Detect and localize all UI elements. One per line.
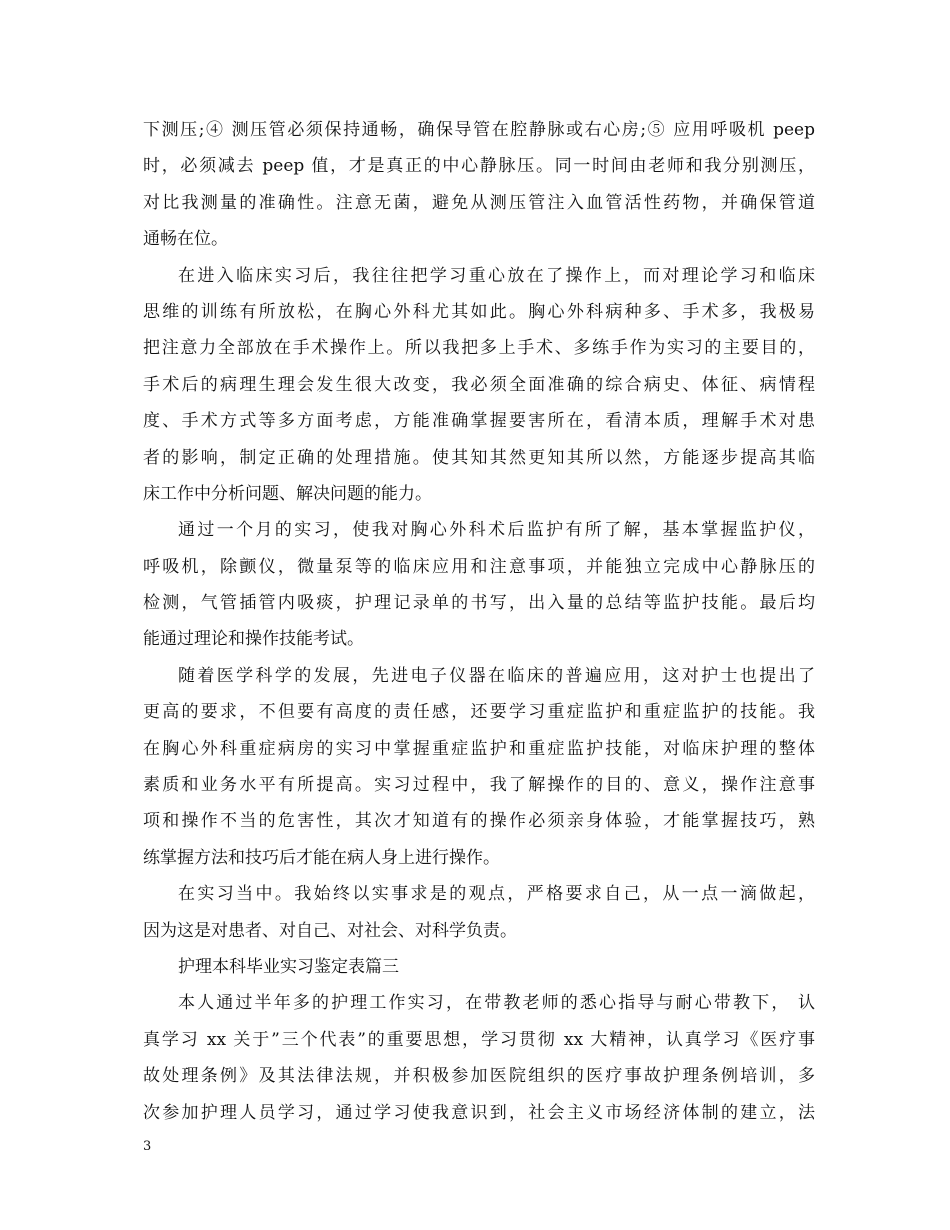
text-line: 下测压;④ 测压管必须保持通畅，确保导管在腔静脉或右心房;⑤ 应用呼吸机 peep [143, 120, 815, 140]
text-line: 在胸心外科重症病房的实习中掌握重症监护和重症监护技能，对临床护理的整体 [143, 738, 815, 759]
text-line: 更高的要求，不但要有高度的责任感，还要学习重症监护和重症监护的技能。我 [143, 702, 815, 723]
paragraph-first-line: 通过一个月的实习，使我对胸心外科术后监护有所了解，基本掌握监护仪， [178, 520, 815, 541]
text-line: 度、手术方式等多方面考虑，方能准确掌握要害所在，看清本质，理解手术对患 [143, 411, 815, 432]
text-line: 把注意力全部放在手术操作上。所以我把多上手术、多练手作为实习的主要目的， [143, 338, 815, 359]
document-body [143, 112, 815, 1131]
text-line: 真学习 xx 关于”三个代表”的重要思想，学习贯彻 xx 大精神，认真学习《医疗事 [143, 1029, 815, 1050]
text-line: 对比我测量的准确性。注意无菌，避免从测压管注入血管活性药物，并确保管道 [143, 192, 815, 213]
text-line: 练掌握方法和技巧后才能在病人身上进行操作。 [143, 847, 500, 868]
text-line: 者的影响，制定正确的处理措施。使其知其然更知其所以然，方能逐步提高其临 [143, 447, 815, 468]
text-line: 呼吸机，除颤仪，微量泵等的临床应用和注意事项，并能独立完成中心静脉压的 [143, 556, 815, 577]
paragraph-first-line: 随着医学科学的发展，先进电子仪器在临床的普遍应用，这对护士也提出了 [178, 665, 815, 686]
text-line: 故处理条例》及其法律法规，并积极参加医院组织的医疗事故护理条例培训，多 [143, 1066, 815, 1087]
text-line: 因为这是对患者、对自己、对社会、对科学负责。 [143, 920, 517, 941]
text-line: 手术后的病理生理会发生很大改变，我必须全面准确的综合病史、体征、病情程 [143, 374, 815, 395]
paragraph-first-line: 在进入临床实习后，我往往把学习重心放在了操作上，而对理论学习和临床 [178, 265, 815, 286]
text-line: 床工作中分析问题、解决问题的能力。 [143, 483, 432, 504]
text-line: 通畅在位。 [143, 229, 228, 250]
text-line: 素质和业务水平有所提高。实习过程中，我了解操作的目的、意义，操作注意事 [143, 775, 815, 796]
text-line: 能通过理论和操作技能考试。 [143, 629, 364, 650]
text-line: 思维的训练有所放松，在胸心外科尤其如此。胸心外科病种多、手术多，我极易 [143, 301, 815, 322]
text-line: 检测，气管插管内吸痰，护理记录单的书写，出入量的总结等监护技能。最后均 [143, 593, 815, 614]
page-number: 3 [143, 1139, 152, 1154]
paragraph-first-line: 在实习当中。我始终以实事求是的观点，严格要求自己，从一点一滴做起， [178, 884, 815, 905]
paragraph-first-line: 护理本科毕业实习鉴定表篇三 [178, 956, 399, 977]
text-line: 次参加护理人员学习，通过学习使我意识到，社会主义市场经济体制的建立，法 [143, 1102, 815, 1123]
text-line: 项和操作不当的危害性，其次才知道有的操作必须亲身体验，才能掌握技巧，熟 [143, 811, 815, 832]
text-line: 时，必须减去 peep 值，才是真正的中心静脉压。同一时间由老师和我分别测压， [143, 156, 815, 177]
paragraph-first-line: 本人通过半年多的护理工作实习，在带教老师的悉心指导与耐心带教下， 认 [178, 993, 815, 1014]
